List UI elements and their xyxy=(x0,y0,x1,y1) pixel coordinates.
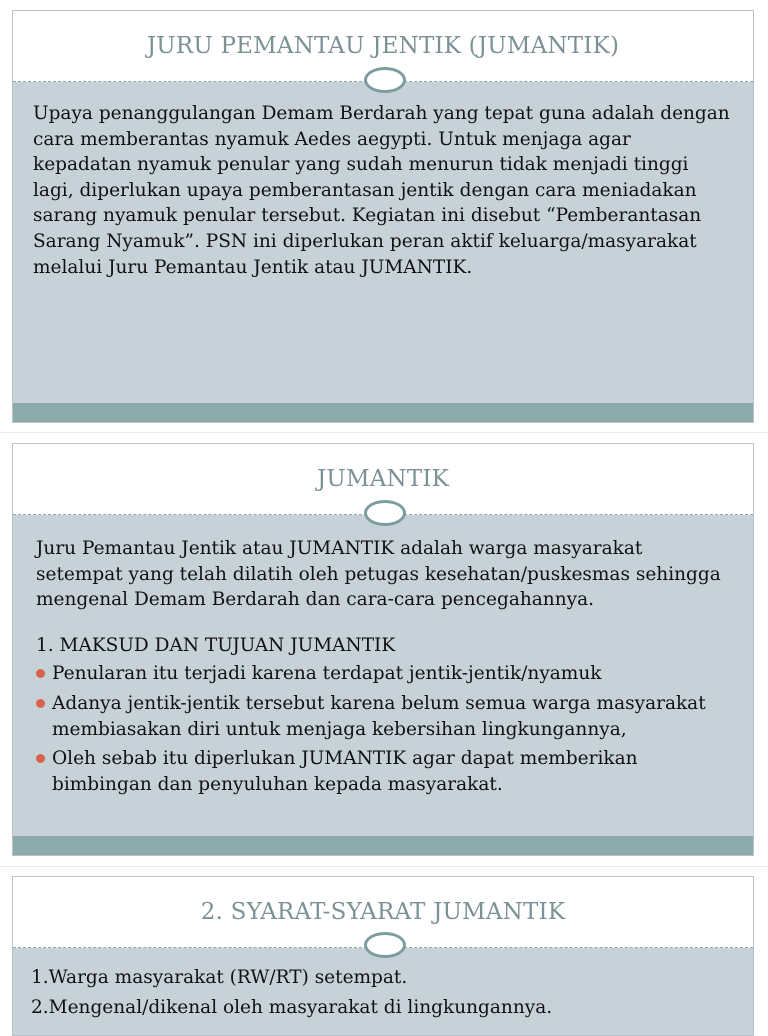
slide-2-paragraph: Juru Pemantau Jentik atau JUMANTIK adalah warga masyarakat setempat yang telah dilatih oleh petugas kesehatan/puskesmas sehingga mengenal Demam Berdarah dan cara-cara pencegahannya. xyxy=(36,538,721,611)
list-item: Oleh sebab itu diperlukan JUMANTIK agar dapat memberikan bimbingan dan penyuluhan kepada masyarakat. xyxy=(36,746,731,797)
slide-divider xyxy=(0,866,768,867)
slide-divider xyxy=(0,432,768,433)
slide-3-body xyxy=(13,965,753,1024)
slide-2-list-title: 1. MAKSUD DAN TUJUAN JUMANTIK xyxy=(36,634,396,656)
slide-1-footer-bar xyxy=(13,403,753,422)
list-item: 2.Mengenal/dikenal oleh masyarakat di lingkungannya. xyxy=(31,996,553,1018)
list-item: Penularan itu terjadi karena terdapat jentik-jentik/nyamuk xyxy=(36,661,731,687)
slide-1-ring-ornament xyxy=(364,67,406,93)
list-item: Adanya jentik-jentik tersebut karena belum semua warga masyarakat membiasakan diri untuk menjaga kebersihan lingkungannya, xyxy=(36,691,731,742)
slide-2-body xyxy=(13,536,753,801)
slide-2-title: JUMANTIK xyxy=(316,466,450,492)
slide-1-title: JURU PEMANTAU JENTIK (JUMANTIK) xyxy=(146,33,620,59)
slide-3-ring-ornament xyxy=(364,932,406,958)
slide-2-ring-ornament xyxy=(364,500,406,526)
slide-3-title: 2. SYARAT-SYARAT JUMANTIK xyxy=(200,899,566,925)
slide-1-body xyxy=(13,101,753,280)
slide-1-paragraph: Upaya penanggulangan Demam Berdarah yang tepat guna adalah dengan cara memberantas nyamuk Aedes aegypti. Untuk menjaga agar kepadatan nyamuk penular yang sudah menurun tidak menjadi tinggi lagi, diperlukan upaya pemberantasan jentik dengan cara meniadakan sarang nyamuk penular tersebut. Kegiatan ini disebut “Pemberantasan Sarang Nyamuk”. PSN ini diperlukan peran aktif keluarga/masyarakat melalui Juru Pemantau Jentik atau JUMANTIK. xyxy=(33,103,730,278)
list-item: 1.Warga masyarakat (RW/RT) setempat. xyxy=(31,967,408,988)
slide-3-numbered-list xyxy=(31,965,731,1020)
slide-2-footer-bar xyxy=(13,836,753,855)
slide-2-bullet-list xyxy=(36,661,731,797)
